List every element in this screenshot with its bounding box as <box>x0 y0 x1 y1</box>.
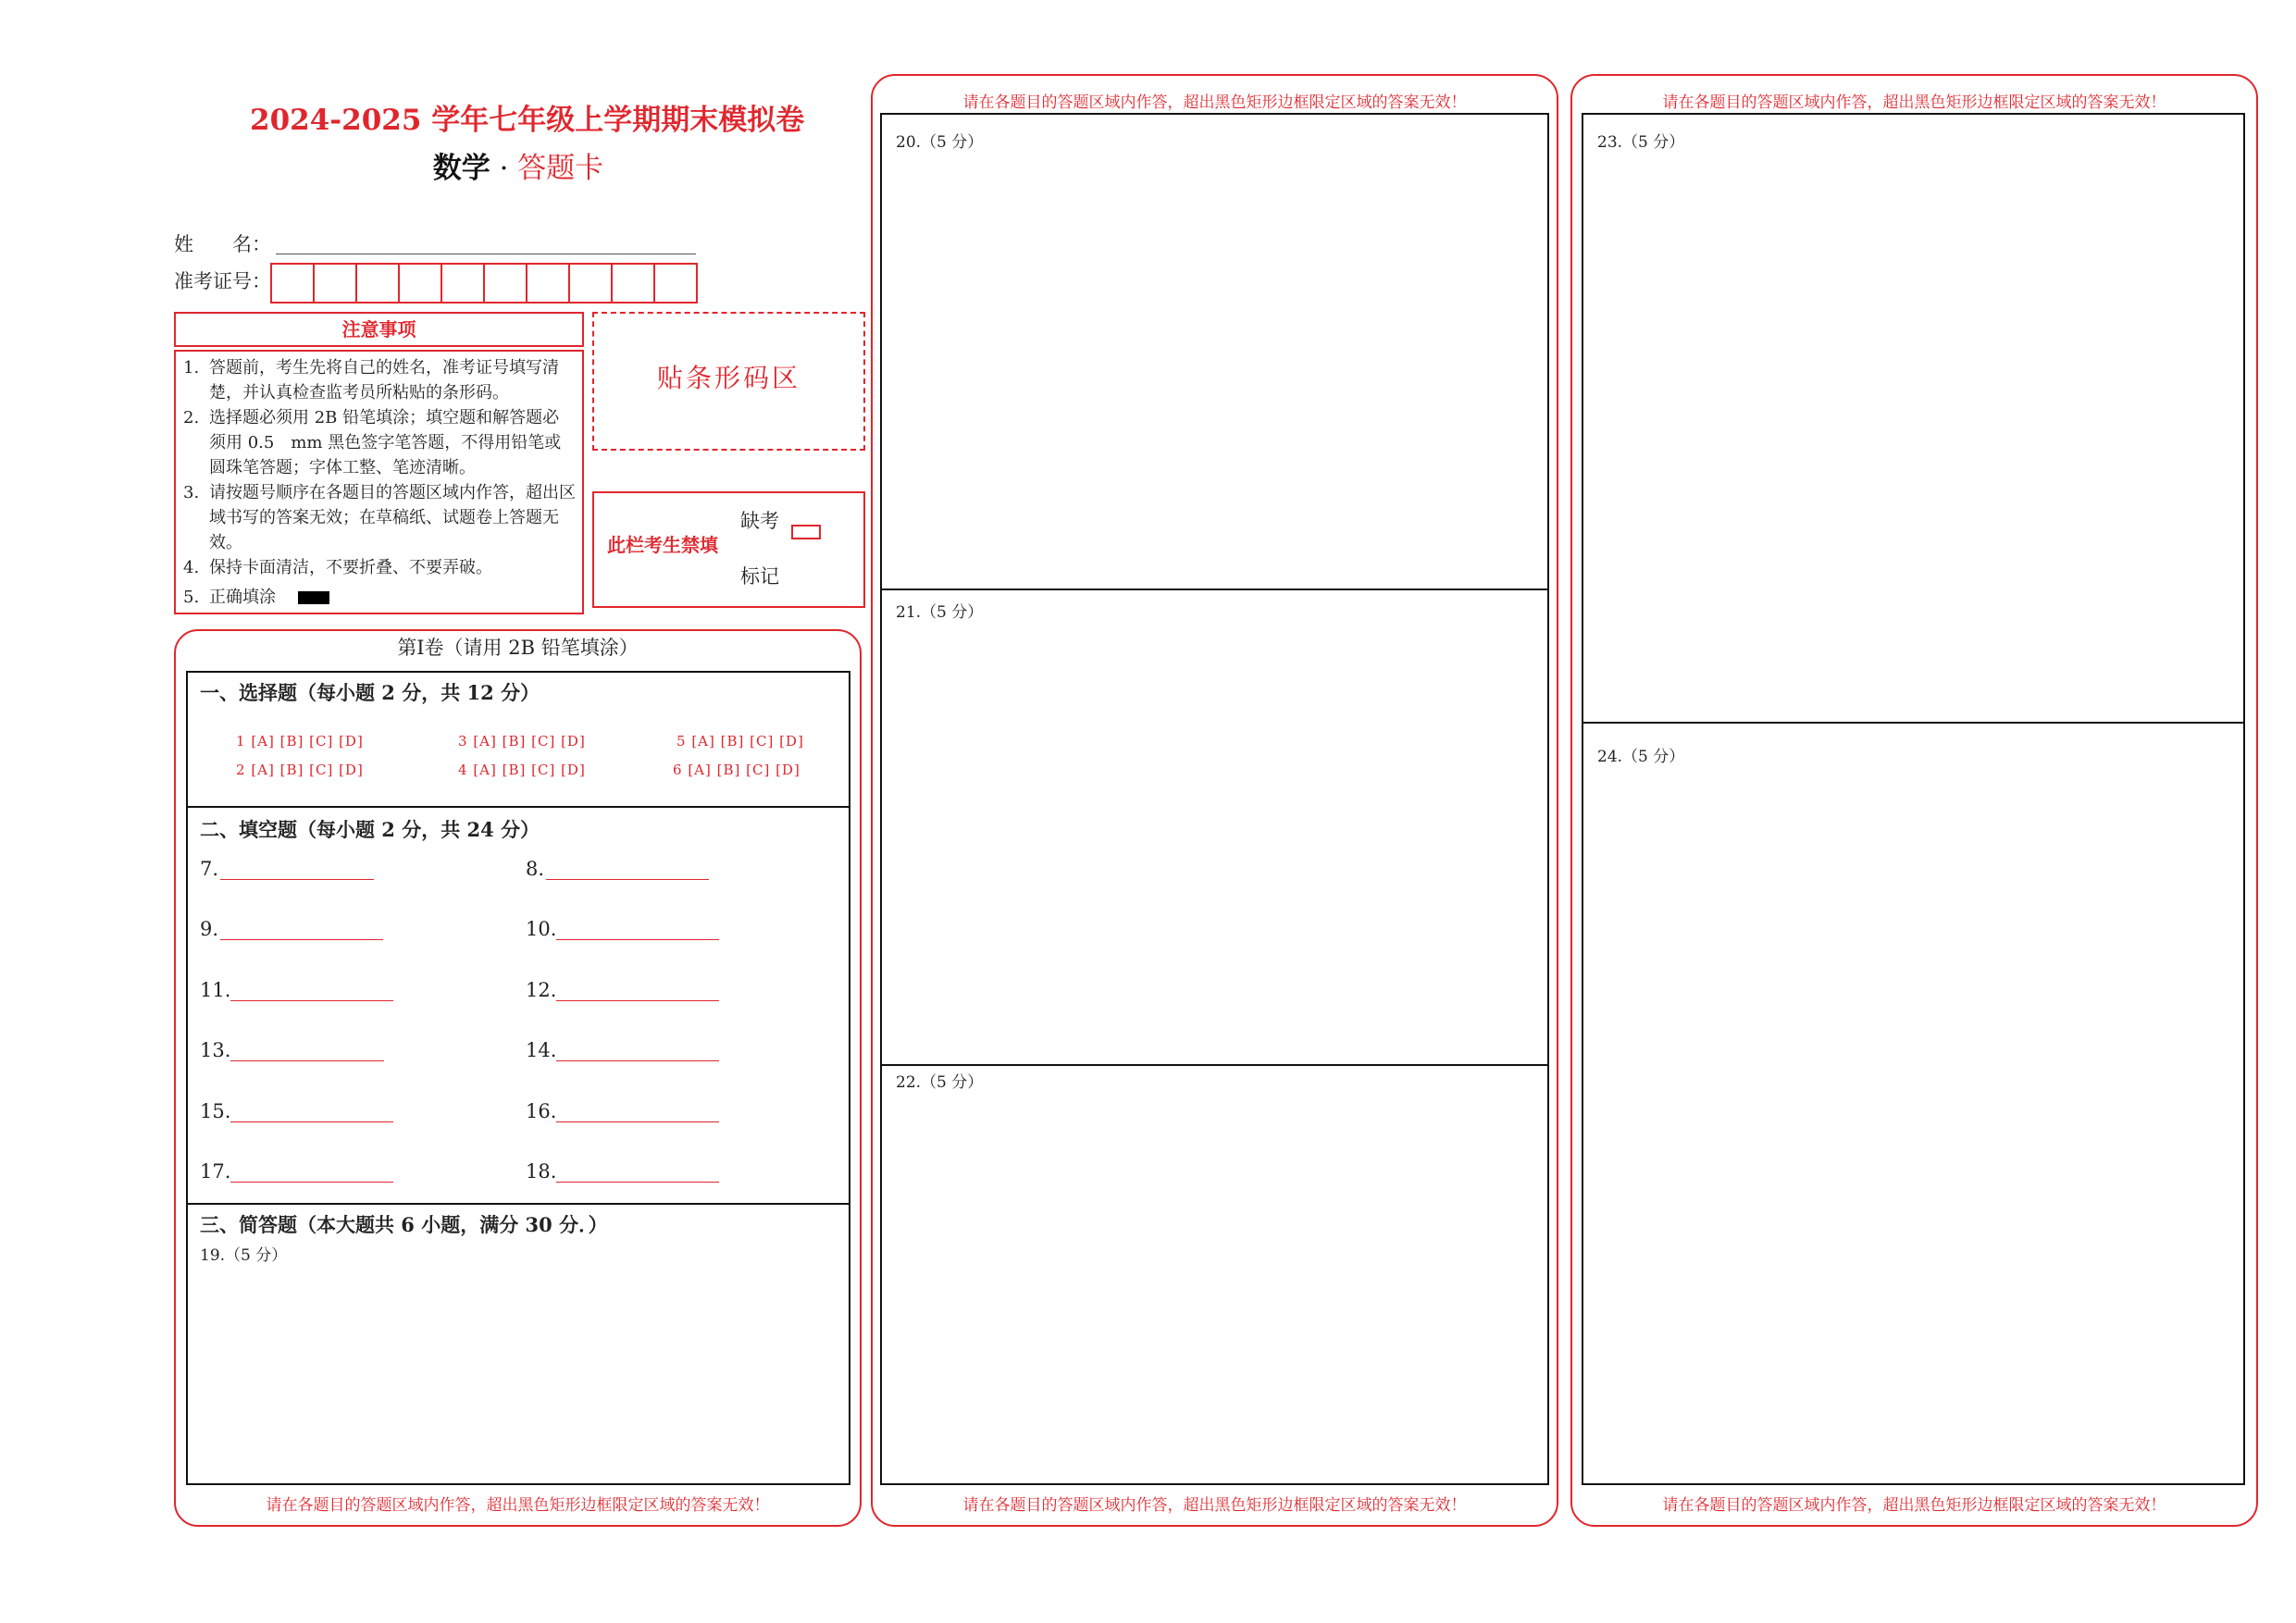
fill-item-9: 9. <box>200 918 219 940</box>
answer-area-21[interactable] <box>882 624 1547 1062</box>
fill-line-13[interactable] <box>230 1060 384 1061</box>
question-21-label: 21.（5 分） <box>896 603 984 622</box>
fill-item-14: 14. <box>526 1039 557 1061</box>
question-20-label: 20.（5 分） <box>896 133 984 152</box>
choice-row-6[interactable]: 6 [A] [B] [C] [D] <box>673 762 800 778</box>
notice-item-2: 2. 选择题必须用 2B 铅笔填涂；填空题和解答题必须用 0.5 mm 黑色签字笔答题，不得用铅笔或圆珠笔答题；字体工整、笔迹清晰。 <box>183 408 562 477</box>
subject-label: 数学 <box>432 152 490 185</box>
id-cell[interactable] <box>400 265 442 302</box>
fill-line-14[interactable] <box>556 1060 719 1061</box>
warning-bottom-3: 请在各题目的答题区域内作答，超出黑色矩形边框限定区域的答案无效！ <box>1662 1496 2166 1515</box>
exam-title: 2024-2025 学年七年级上学期期末模拟卷 <box>250 104 805 137</box>
id-cell[interactable] <box>357 265 400 302</box>
frame-divider <box>186 1203 850 1205</box>
fill-line-9[interactable] <box>220 939 383 940</box>
id-cell[interactable] <box>442 265 485 302</box>
choice-row-2[interactable]: 2 [A] [B] [C] [D] <box>236 762 364 778</box>
fill-line-10[interactable] <box>556 939 719 940</box>
fill-item-8: 8. <box>526 858 545 880</box>
mark-label: 标记 <box>740 565 779 588</box>
fill-item-13: 13. <box>200 1039 231 1061</box>
fill-item-17: 17. <box>200 1160 231 1183</box>
question-24-label: 24.（5 分） <box>1597 748 1685 766</box>
absent-box <box>592 491 865 608</box>
question-23-label: 23.（5 分） <box>1597 133 1685 152</box>
fill-title: 二、填空题（每小题 2 分，共 24 分） <box>200 818 540 841</box>
fill-line-17[interactable] <box>230 1182 393 1183</box>
fill-item-10: 10. <box>526 918 557 940</box>
answer-area-23[interactable] <box>1583 154 2243 720</box>
warning-bottom-2: 请在各题目的答题区域内作答，超出黑色矩形边框限定区域的答案无效！ <box>962 1496 1467 1515</box>
notice-title-box <box>174 312 584 347</box>
warning-top-2: 请在各题目的答题区域内作答，超出黑色矩形边框限定区域的答案无效！ <box>962 93 1467 112</box>
fill-item-16: 16. <box>526 1100 557 1122</box>
answer-area-20[interactable] <box>882 154 1547 587</box>
fill-line-18[interactable] <box>556 1182 719 1183</box>
fill-line-7[interactable] <box>220 879 374 880</box>
question-22-label: 22.（5 分） <box>896 1073 984 1092</box>
choice-row-5[interactable]: 5 [A] [B] [C] [D] <box>676 733 804 750</box>
choice-row-4[interactable]: 4 [A] [B] [C] [D] <box>458 762 586 778</box>
frame-divider <box>186 806 850 808</box>
answer-area-19[interactable] <box>188 1268 849 1483</box>
notice-item-1: 1. 答题前，考生先将自己的姓名，准考证号填写清楚，并认真检查监考员所粘贴的条形码。 <box>183 358 559 403</box>
fill-line-15[interactable] <box>230 1121 393 1122</box>
fill-line-12[interactable] <box>556 1000 719 1001</box>
id-cell[interactable] <box>485 265 527 302</box>
notice-title: 注意事项 <box>341 318 416 341</box>
warning-top-3: 请在各题目的答题区域内作答，超出黑色矩形边框限定区域的答案无效！ <box>1662 93 2166 112</box>
fill-line-8[interactable] <box>546 879 709 880</box>
barcode-label: 贴条形码区 <box>656 363 800 393</box>
fill-item-18: 18. <box>526 1160 557 1183</box>
absent-label: 缺考 <box>740 510 779 532</box>
id-cell[interactable] <box>613 265 655 302</box>
answer-area-24[interactable] <box>1583 768 2243 1483</box>
question-19-label: 19.（5 分） <box>200 1246 288 1265</box>
fill-line-11[interactable] <box>230 1000 393 1001</box>
name-label: 姓 名： <box>174 233 271 255</box>
fill-item-11: 11. <box>200 979 231 1001</box>
forbidden-label: 此栏考生禁填 <box>607 534 718 556</box>
choice-row-3[interactable]: 3 [A] [B] [C] [D] <box>458 733 586 750</box>
frame-divider <box>880 588 1549 590</box>
notice-item-5: 5. 正确填涂 <box>183 585 576 610</box>
exam-id-grid[interactable] <box>270 263 698 304</box>
fill-line-16[interactable] <box>556 1121 719 1122</box>
fill-item-15: 15. <box>200 1100 231 1122</box>
notice-item-3: 3. 请按题号顺序在各题目的答题区域内作答，超出区域书写的答案无效；在草稿纸、试题卷上答题无效。 <box>183 483 576 552</box>
answer-area-22[interactable] <box>882 1094 1547 1483</box>
filled-mark-sample <box>298 591 329 604</box>
choice-row-1[interactable]: 1 [A] [B] [C] [D] <box>236 733 364 750</box>
barcode-area <box>592 312 865 451</box>
id-cell[interactable] <box>272 265 315 302</box>
short-answer-title: 三、简答题（本大题共 6 小题，满分 30 分．） <box>200 1213 608 1236</box>
absent-mark-box[interactable] <box>791 525 821 539</box>
exam-id-label: 准考证号： <box>174 270 271 292</box>
frame-divider <box>1582 722 2245 724</box>
frame-divider <box>880 1064 1549 1066</box>
section1-heading: 第Ⅰ卷（请用 2B 铅笔填涂） <box>397 637 639 659</box>
card-type-label: 答题卡 <box>517 152 604 185</box>
notice-body <box>174 350 584 614</box>
card-subtitle <box>389 144 648 186</box>
id-cell[interactable] <box>527 265 570 302</box>
id-cell[interactable] <box>570 265 613 302</box>
warning-bottom-1: 请在各题目的答题区域内作答，超出黑色矩形边框限定区域的答案无效！ <box>266 1496 770 1515</box>
mc-title: 一、选择题（每小题 2 分，共 12 分） <box>200 681 540 704</box>
fill-item-7: 7. <box>200 858 219 880</box>
id-cell[interactable] <box>315 265 357 302</box>
title-dot: · <box>499 152 509 185</box>
notice-item-4: 4. 保持卡面清洁，不要折叠、不要弄破。 <box>183 558 492 577</box>
fill-item-12: 12. <box>526 979 557 1001</box>
